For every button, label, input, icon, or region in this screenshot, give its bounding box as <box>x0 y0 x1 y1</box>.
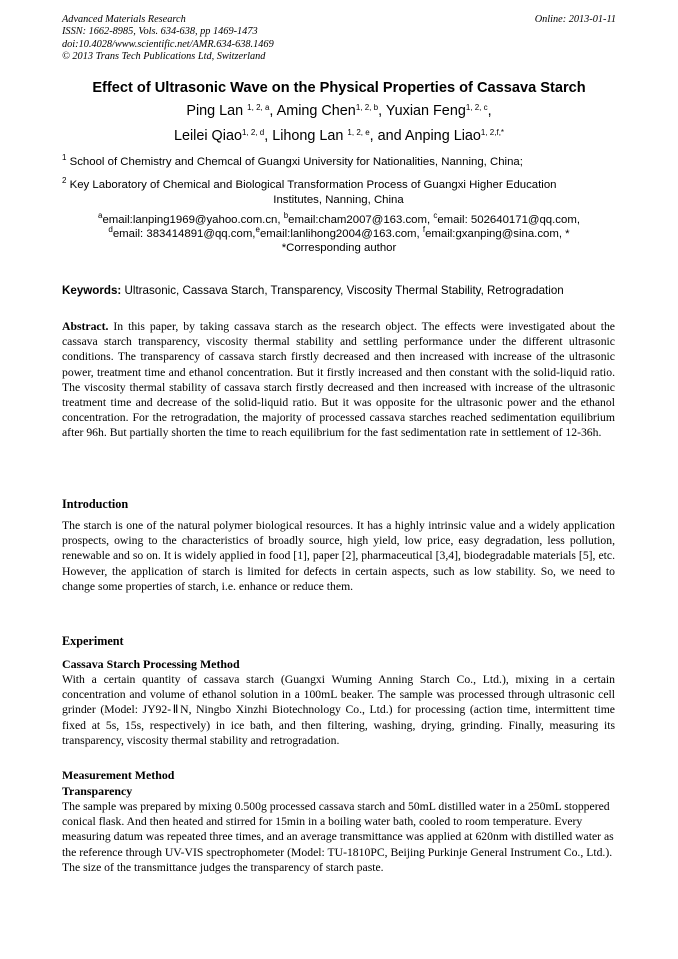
author-line-2 <box>0 128 678 144</box>
email-sup: e <box>255 225 260 234</box>
email-sup: f <box>422 225 426 234</box>
email-text: email:gxanping@sina.com, * <box>425 228 570 240</box>
email-sup: a <box>97 211 103 220</box>
author-sup: 1, 2, c <box>465 103 488 112</box>
author-name: , and Anping Liao <box>369 128 481 144</box>
email-sup: c <box>433 211 438 220</box>
email-text: email: 502640171@qq.com, <box>437 214 580 226</box>
author-sup: 1, 2, e <box>347 128 370 137</box>
email-sup: d <box>108 225 113 234</box>
experiment-heading: Experiment <box>62 634 124 648</box>
processing-method-heading: Cassava Starch Processing Method <box>62 657 240 671</box>
affiliation-text: Key Laboratory of Chemical and Biological Transformation Process of Guangxi Higher Education <box>66 179 557 191</box>
author-name: Leilei Qiao <box>173 128 242 144</box>
online-date: Online: 2013-01-11 <box>534 14 616 25</box>
author-sup: 1, 2, a <box>247 103 270 112</box>
introduction-text: The starch is one of the natural polymer biological resources. It has a highly intrinsic value and a widely application prospects, owing to the characteristics of broadly source, high yield, low price, easy degradation, less pollution, renewable and so on. It is widely applied in food [1], paper [2], pharmaceutical [3,4], biodegradable materials [5], etc. However, the application of starch is limited for defects in certain aspects, such as low stability. So, we need to change some properties of starch, i.e. enhance or reduce them. <box>62 519 615 593</box>
author-sep: , <box>487 103 492 119</box>
author-sup: 1, 2, b <box>355 103 379 112</box>
affiliation-text: School of Chemistry and Chemcal of Guangxi University for Nationalities, Nanning, China; <box>66 156 523 168</box>
corresponding-author: *Corresponding author <box>281 242 397 254</box>
running-header <box>62 14 274 64</box>
affiliation-1 <box>62 155 523 170</box>
transparency-heading: Transparency <box>62 784 133 798</box>
journal-name: Advanced Materials Research <box>62 14 186 25</box>
author-name: , Aming Chen <box>269 103 356 119</box>
email-text: email:lanping1969@yahoo.com.cn, <box>102 214 284 226</box>
transparency-text: The sample was prepared by mixing 0.500g processed cassava starch and 50mL distilled water in a 250mL stoppered conical flask. And then heated and stirred for 15min in a boiling water bath, cooled to room temperature. Every measuring datum was repeated three times, and an average transmittance was applied at 620nm with distilled water as the reference through UV-VIS spectrophometer (Model: TU-1810PC, Beijing Purkinje General Instrument Co., Ltd.). The size of the transmittance judges the transparency of starch paste. <box>62 800 614 874</box>
abstract-label: Abstract. <box>62 320 109 333</box>
keywords-text: Ultrasonic, Cassava Starch, Transparency, Viscosity Thermal Stability, Retrogradation <box>121 284 564 297</box>
issn-line: ISSN: 1662-8985, Vols. 634-638, pp 1469-1473 <box>62 26 258 38</box>
doi-line: doi:10.4028/www.scientific.net/AMR.634-638.1469 <box>62 38 274 50</box>
measurement-method-heading: Measurement Method <box>62 768 175 782</box>
affiliation-2 <box>62 178 615 208</box>
affiliation-number: 1 <box>62 153 67 162</box>
author-sup: 1, 2,f,* <box>480 128 505 137</box>
paper-title: Effect of Ultrasonic Wave on the Physical Properties of Cassava Starch <box>92 80 586 96</box>
keywords <box>62 284 564 297</box>
email-sup: b <box>283 211 289 220</box>
author-line-1 <box>0 103 678 119</box>
processing-method-text: With a certain quantity of cassava starch (Guangxi Wuming Anning Starch Co., Ltd.), mixing in a certain concentration and volume of ethanol solution in a 100mL beaker. The sample was processed through ultrasonic cell grinder (Model: JY92-ⅡN, Ningbo Xinzhi Biotechnology Co., Ltd.) for processing (action time, intermittent time fixed at 5s, 15s, respectively) in ice bath, and then filtering, washing, drying, grinding. Finally, measuring its transparency, viscosity thermal stability and retrogradation. <box>62 673 615 747</box>
email-text: email:lanlihong2004@163.com, <box>259 228 423 240</box>
author-sup: 1, 2, d <box>241 128 265 137</box>
introduction-heading: Introduction <box>62 497 129 511</box>
email-block <box>0 213 678 255</box>
author-name: , Yuxian Feng <box>378 103 466 119</box>
abstract-text: In this paper, by taking cassava starch as the research object. The effects were investigated about the cassava starch transparency, viscosity thermal stability and settling performance under the different ultrasonic conditions. The transparency of cassava starch firstly decreased and then increased with increase of the ultrasonic power, treatment time and ethanol concentration. But it firstly increased and then constant with the solid-liquid ratio. The viscosity thermal stability of cassava starch firstly decreased and then increased with increase of the ultrasonic treatment time and decrease of the solid-liquid ratio. But it was opposite for the ultrasonic power and the ethanol concentration. For the retrogradation, the majority of processed cassava starches reached sedimentation equilibrium after 96h. But partially shorten the time to reach equilibrium for the fast sedimentation rate in settlement of 12-36h. <box>62 320 615 440</box>
email-text: email: 383414891@qq.com, <box>112 228 256 240</box>
email-text: email:cham2007@163.com, <box>288 214 434 226</box>
keywords-label: Keywords: <box>62 284 122 297</box>
abstract <box>62 319 615 441</box>
author-name: Ping Lan <box>186 103 248 119</box>
author-name: , Lihong Lan <box>264 128 348 144</box>
affiliation-text: Institutes, Nanning, China <box>273 194 404 206</box>
affiliation-number: 2 <box>62 176 67 185</box>
copyright-line: © 2013 Trans Tech Publications Ltd, Switzerland <box>62 51 266 63</box>
